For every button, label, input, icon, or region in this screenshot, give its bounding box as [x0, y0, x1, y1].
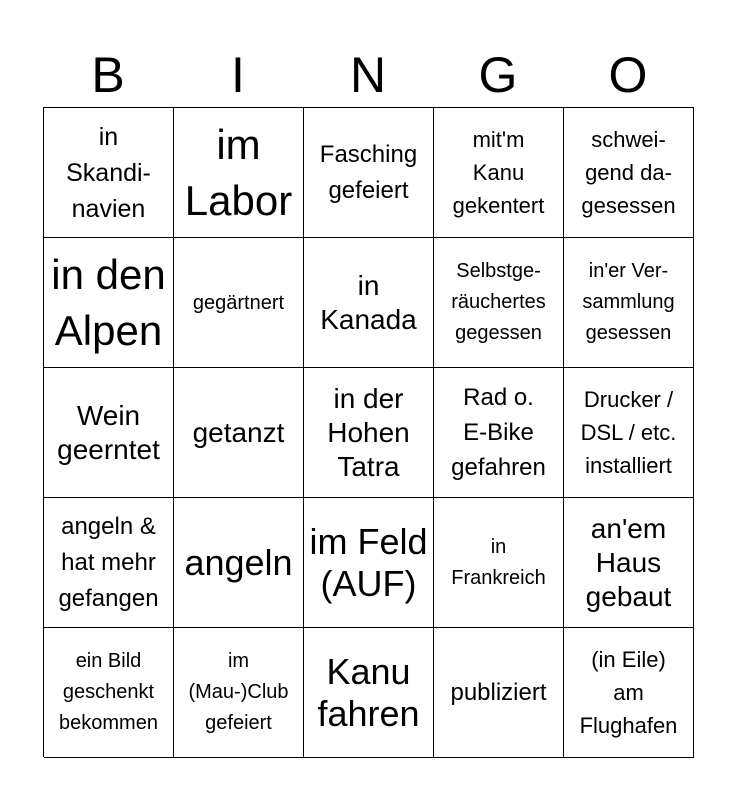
header-letter-o: O — [608, 47, 648, 103]
header-letter-n: N — [349, 47, 387, 103]
cell-text: an'em Haus gebaut — [585, 512, 672, 612]
bingo-cell[interactable] — [304, 628, 434, 758]
bingo-cell[interactable] — [44, 108, 174, 238]
cell-text: Selbstge- räuchertes gegessen — [451, 260, 546, 344]
cell-text: Rad o. E-Bike gefahren — [451, 384, 546, 481]
bingo-cell[interactable] — [304, 498, 434, 628]
bingo-header — [43, 42, 693, 108]
cell-text: im Labor — [184, 120, 293, 224]
bingo-cell[interactable] — [44, 368, 174, 498]
bingo-cell[interactable] — [304, 238, 434, 368]
bingo-cell[interactable] — [564, 498, 694, 628]
bingo-cell[interactable] — [304, 368, 434, 498]
cell-text: Fasching gefeiert — [319, 140, 418, 204]
cell-text: getanzt — [192, 416, 285, 448]
cell-text: Drucker / DSL / etc. installiert — [580, 387, 677, 478]
bingo-cell[interactable] — [174, 628, 304, 758]
cell-text: schwei- gend da- gesessen — [581, 127, 676, 218]
bingo-cell[interactable] — [304, 108, 434, 238]
cell-text: gegärtnert — [192, 291, 285, 314]
bingo-cell[interactable] — [44, 238, 174, 368]
header-letter-b: B — [91, 47, 125, 103]
bingo-cell[interactable] — [434, 368, 564, 498]
header-letter-i: I — [231, 47, 245, 103]
bingo-cell[interactable] — [174, 498, 304, 628]
bingo-cell[interactable] — [44, 628, 174, 758]
cell-text: Wein geerntet — [57, 399, 160, 465]
bingo-cell[interactable] — [174, 368, 304, 498]
cell-text: in Skandi- navien — [66, 122, 151, 223]
cell-text: in Kanada — [320, 269, 417, 335]
cell-text: in der Hohen Tatra — [327, 382, 410, 482]
bingo-grid — [43, 107, 694, 757]
cell-text: in den Alpen — [51, 250, 166, 354]
bingo-cell[interactable] — [564, 238, 694, 368]
cell-text: im (Mau-)Club gefeiert — [188, 650, 289, 734]
cell-text: im Feld (AUF) — [309, 520, 428, 604]
bingo-cell[interactable] — [564, 628, 694, 758]
bingo-cell[interactable] — [564, 368, 694, 498]
bingo-cell[interactable] — [434, 238, 564, 368]
cell-text: angeln — [184, 541, 293, 583]
bingo-cell[interactable] — [434, 498, 564, 628]
cell-text: (in Eile) am Flughafen — [579, 647, 678, 738]
bingo-cell[interactable] — [564, 108, 694, 238]
bingo-cell[interactable] — [434, 628, 564, 758]
bingo-cell[interactable] — [434, 108, 564, 238]
cell-text: Kanu fahren — [317, 650, 420, 734]
cell-text: ein Bild geschenkt bekommen — [59, 650, 158, 734]
bingo-cell[interactable] — [174, 108, 304, 238]
bingo-cell[interactable] — [44, 498, 174, 628]
bingo-cell[interactable] — [174, 238, 304, 368]
cell-text: publiziert — [450, 679, 547, 706]
cell-text: mit'm Kanu gekentert — [452, 127, 545, 218]
cell-text: in'er Ver- sammlung gesessen — [582, 260, 675, 344]
header-letter-g: G — [478, 47, 518, 103]
cell-text: angeln & hat mehr gefangen — [58, 512, 159, 612]
cell-text: in Frankreich — [451, 535, 546, 589]
